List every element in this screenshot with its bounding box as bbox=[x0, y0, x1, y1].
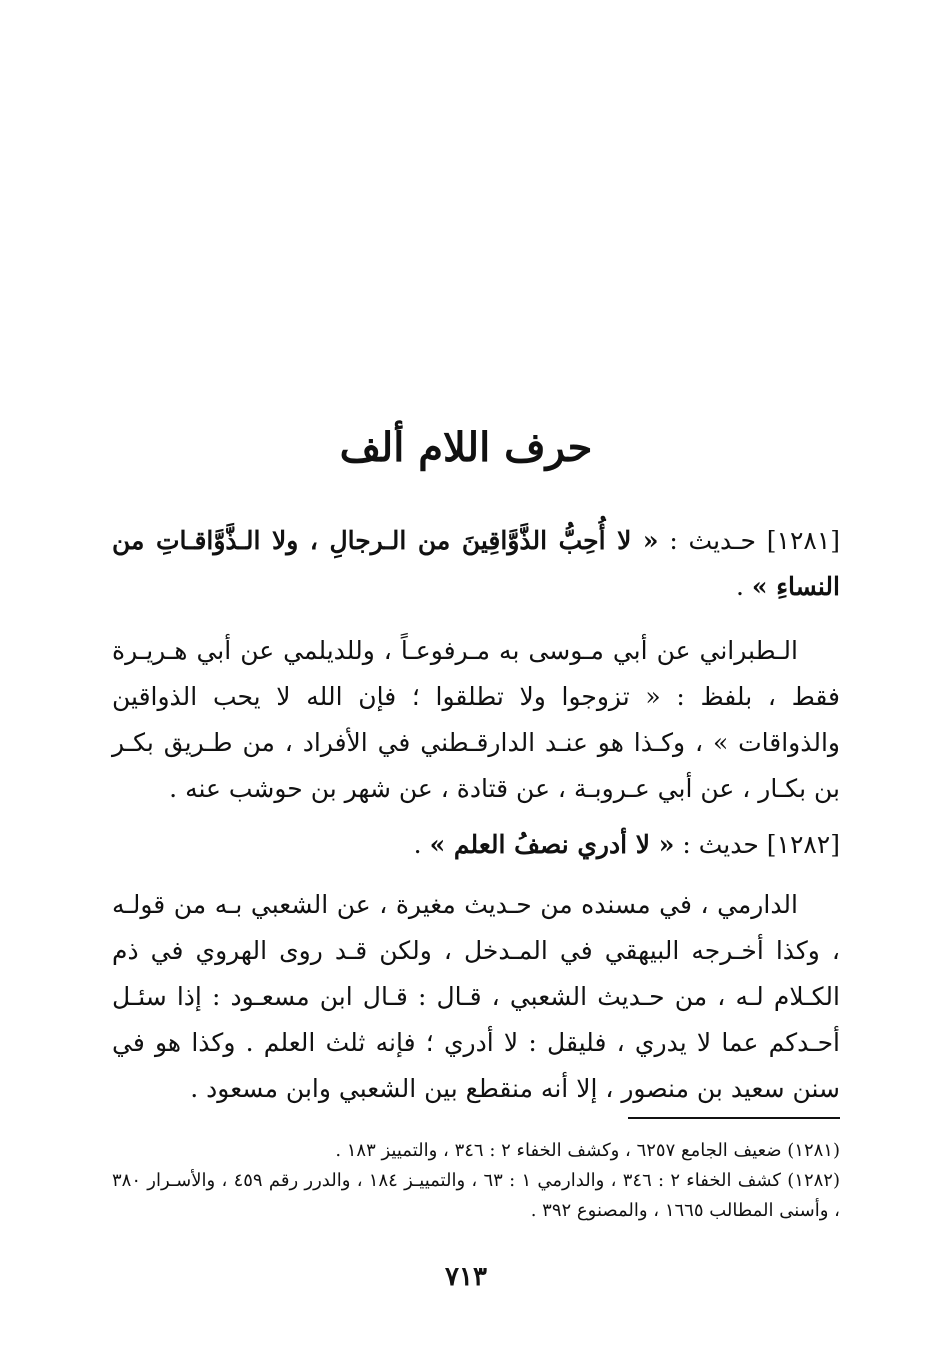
page-number: ٧١٣ bbox=[445, 1262, 487, 1292]
footnotes bbox=[112, 1136, 840, 1226]
footnote-1281: (١٢٨١) ضعيف الجامع ٦٢٥٧ ، وكشف الخفاء ٢ : ٣٤٦ ، والتمييز ١٨٣ . bbox=[335, 1140, 840, 1161]
footnote-1282: (١٢٨٢) كشف الخفاء ٢ : ٣٤٦ ، والدارمي ١ : ٦٣ ، والتمييـز ١٨٤ ، والدرر رقم ٤٥٩ ، والأسـرار ٣٨٠ ، وأسنى المطالب ١٦٦٥ ، والمصنوع ٣٩٢ . bbox=[112, 1170, 840, 1221]
commentary-1282: الدارمي ، في مسنده من حـديث مغيرة ، عن الشعبي بـه من قولـه ، وكذا أخـرجه البيهقي في المـدخل ، ولكن قـد روى الهروي في ذم الكـلام لـه ، من حـديث الشعبي ، قـال : قـال ابن مسعـود : إذا سئـل أحـدكم عما لا يدري ، فليقل : لا أدري ؛ فإنه ثلث العلم . وكذا هو في سنن سعيد بن منصور ، إلا أنه منقطع بين الشعبي وابن مسعود . bbox=[112, 890, 840, 1103]
entry-label: حـديث : bbox=[669, 526, 756, 555]
commentary-1281: الـطبراني عن أبي مـوسى به مـرفوعـاً ، وللديلمي عن أبي هـريـرة فقط ، بلفظ : « تزوجوا ولا تطلقوا ؛ فإن الله لا يحب الذواقين والذواقات » ، وكـذا هو عنـد الدارقـطني في الأفراد ، من طـريق بكـر بن بكـار ، عن أبي عـروبـة ، عن قتادة ، عن شهر بن حوشب عنه . bbox=[112, 636, 840, 803]
hadith-text: « لا أُحِبُّ الذَّوَّاقِينَ من الـرجالِ ، ولا الـذَّوَّاقـاتِ من النساءِ » bbox=[112, 526, 840, 601]
hadith-text: « لا أدري نصفُ العلم » bbox=[429, 830, 675, 859]
hadith-entry-1282 bbox=[112, 822, 840, 868]
chapter-title: حرف اللام ألف bbox=[339, 424, 593, 471]
hadith-entry-1281 bbox=[112, 518, 840, 610]
footnote-divider bbox=[628, 1117, 840, 1119]
entry-end: . bbox=[735, 572, 752, 601]
entry-end: . bbox=[413, 830, 430, 859]
entry-number: [١٢٨٢] bbox=[766, 830, 840, 859]
entry-number: [١٢٨١] bbox=[766, 526, 841, 555]
entry-label: حديث : bbox=[682, 830, 759, 859]
